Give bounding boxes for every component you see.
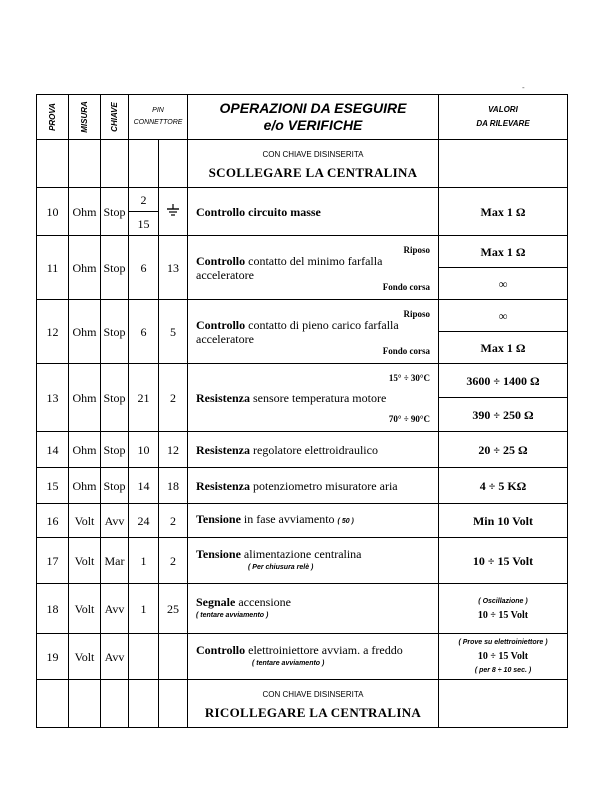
value-cell: ( Oscillazione ) 10 ÷ 15 Volt [439,584,568,634]
table-row-cont: 15 [37,212,568,236]
header-operazioni: OPERAZIONI DA ESEGUIRE e/o VERIFICHE [188,95,439,140]
operations-table [36,94,568,728]
header-row [37,95,568,140]
ops-cell: Controllo circuito masse [188,188,439,236]
header-prova: PROVA [37,95,69,140]
ops-cell: Resistenza regolatore elettroidraulico [188,432,439,468]
ground-icon [159,188,188,236]
ops-cell: Riposo Controllo contatto di pieno carico farfalla acceleratore Fondo corsa [188,300,439,364]
table-row: 17 Volt Mar 1 2 Tensione alimentazione centralina ( Per chiusura relè ) 10 ÷ 15 Volt [37,538,568,584]
ops-cell: Riposo Controllo contatto del minimo farfalla acceleratore Fondo corsa [188,236,439,300]
intro-row [37,140,568,188]
corner-mark: - [522,83,525,92]
ops-cell: Tensione alimentazione centralina ( Per chiusura relè ) [188,538,439,584]
ops-cell: Segnale accensione ( tentare avviamento ) [188,584,439,634]
table-row: 12 Ohm Stop 6 5 Riposo Controllo contatto di pieno carico farfalla acceleratore Fondo corsa ∞ [37,300,568,332]
table-row-cont: Max 1 Ω [37,332,568,364]
table-row: 18 Volt Avv 1 25 Segnale accensione ( tentare avviamento ) ( Oscillazione ) 10 ÷ 15 Volt [37,584,568,634]
table-row: 10 Ohm Stop 2 Controllo circuito masse Max 1 Ω [37,188,568,212]
table-row: 15 Ohm Stop 14 18 Resistenza potenziometro misuratore aria 4 ÷ 5 KΩ [37,468,568,504]
ops-cell: Controllo elettroiniettore avviam. a freddo ( tentare avviamento ) [188,634,439,680]
intro-instruction: CON CHIAVE DISINSERITA SCOLLEGARE LA CENTRALINA [188,140,439,188]
table-row: 16 Volt Avv 24 2 Tensione in fase avviamento ( 50 ) Min 10 Volt [37,504,568,538]
header-pin-connettore: PIN CONNETTORE [129,95,188,140]
outro-row [37,680,568,728]
table-row-cont: ∞ [37,268,568,300]
table-row: 19 Volt Avv Controllo elettroiniettore avviam. a freddo ( tentare avviamento ) ( Prove su elettroiniettore ) 10 ÷ 15 Volt ( per 8 ÷ 10 sec. ) [37,634,568,680]
table-row: 11 Ohm Stop 6 13 Riposo Controllo contatto del minimo farfalla acceleratore Fondo corsa Max 1 Ω [37,236,568,268]
ops-cell: Tensione in fase avviamento ( 50 ) [188,504,439,538]
ops-cell: Resistenza potenziometro misuratore aria [188,468,439,504]
outro-instruction: CON CHIAVE DISINSERITA RICOLLEGARE LA CENTRALINA [188,680,439,728]
header-misura: MISURA [69,95,101,140]
header-chiave: CHIAVE [101,95,129,140]
value-cell: ( Prove su elettroiniettore ) 10 ÷ 15 Volt ( per 8 ÷ 10 sec. ) [439,634,568,680]
table-row: 14 Ohm Stop 10 12 Resistenza regolatore elettroidraulico 20 ÷ 25 Ω [37,432,568,468]
table-row-cont: 390 ÷ 250 Ω [37,398,568,432]
ops-cell: 15° ÷ 30°C Resistenza sensore temperatura motore 70° ÷ 90°C [188,364,439,432]
table-row: 13 Ohm Stop 21 2 15° ÷ 30°C Resistenza sensore temperatura motore 70° ÷ 90°C 3600 ÷ 1400 Ω [37,364,568,398]
header-valori: VALORI DA RILEVARE [439,95,568,140]
